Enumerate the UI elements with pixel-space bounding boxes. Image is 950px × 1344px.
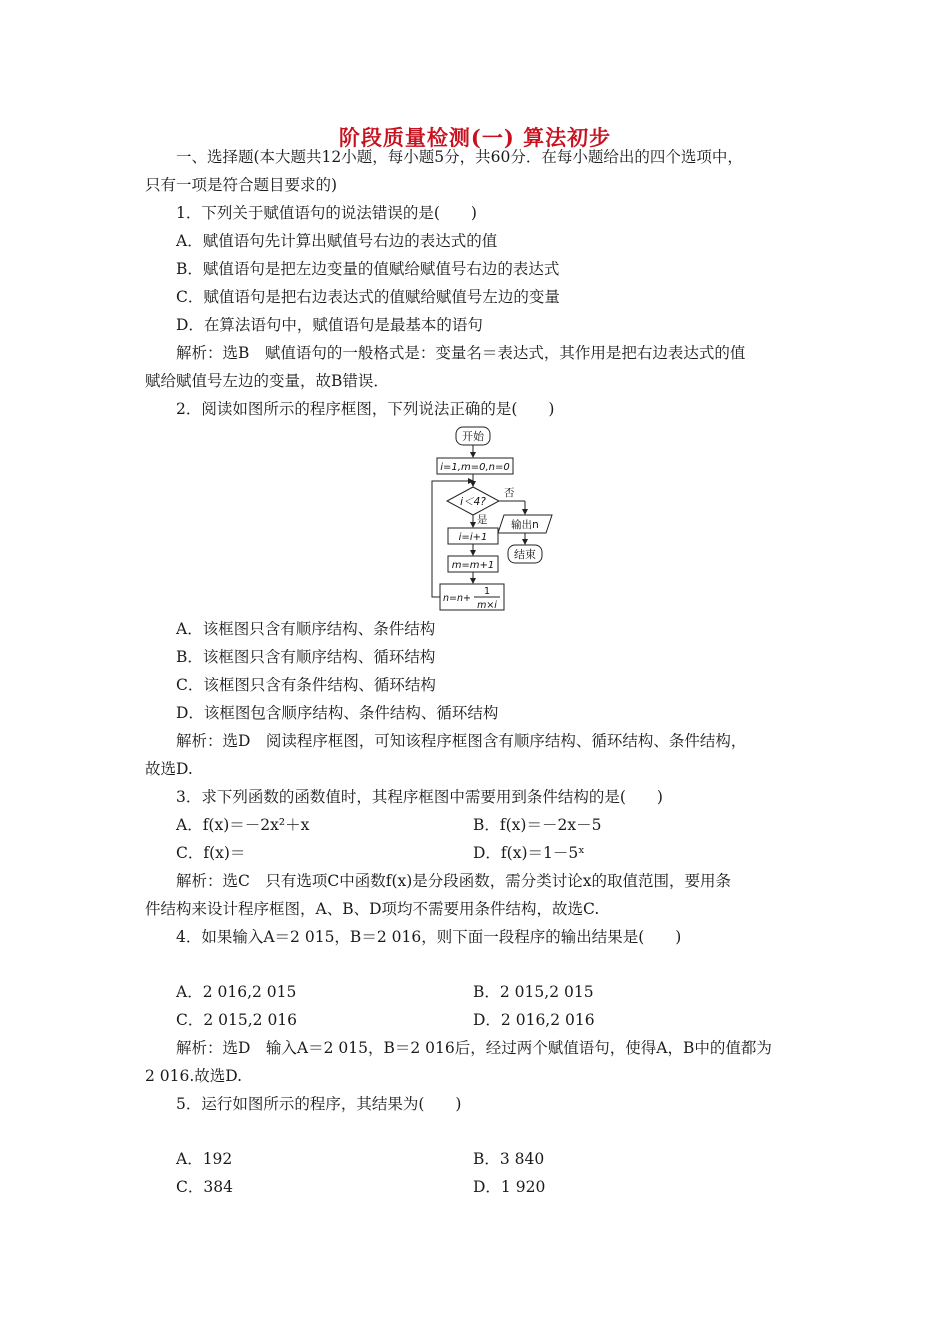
q4-option-c: C．2 015,2 016 xyxy=(176,1011,298,1029)
fc-step3-den: m×i xyxy=(477,600,497,611)
q3-analysis-line1: 解析：选C 只有选项C中函数f(x)是分段函数，需分类讨论x的取值范围，要用条 xyxy=(176,872,732,890)
q2-flowchart xyxy=(430,424,560,614)
q1-analysis-line1: 解析：选B 赋值语句的一般格式是：变量名＝表达式，其作用是把右边表达式的值 xyxy=(176,344,746,362)
q1-option-b: B．赋值语句是把左边变量的值赋给赋值号右边的表达式 xyxy=(176,260,560,278)
q1-stem: 1．下列关于赋值语句的说法错误的是( ) xyxy=(176,204,477,222)
q4-option-d: D．2 016,2 016 xyxy=(473,1011,595,1029)
q1-option-d: D．在算法语句中，赋值语句是最基本的语句 xyxy=(176,316,483,334)
q1-option-a: A．赋值语句先计算出赋值号右边的表达式的值 xyxy=(176,232,498,250)
q2-analysis-line2: 故选D. xyxy=(145,760,193,778)
q4-stem: 4．如果输入A＝2 015，B＝2 016，则下面一段程序的输出结果是( ) xyxy=(176,928,682,946)
fc-no-label: 否 xyxy=(504,487,515,499)
fc-start-label: 开始 xyxy=(462,430,484,443)
q5-stem: 5．运行如图所示的程序，其结果为( ) xyxy=(176,1095,462,1113)
page-title: 阶段质量检测(一) 算法初步 xyxy=(338,125,612,150)
section-intro-line2: 只有一项是符合题目要求的) xyxy=(145,176,338,194)
q3-option-a: A．f(x)＝－2x²＋x xyxy=(176,816,310,834)
q3-option-b: B．f(x)＝－2x－5 xyxy=(473,816,602,834)
q5-option-c: C．384 xyxy=(176,1178,233,1196)
fc-condition-label: i＜4? xyxy=(460,496,486,508)
fc-step2-label: m=m+1 xyxy=(451,560,495,571)
q2-option-a: A．该框图只含有顺序结构、条件结构 xyxy=(176,620,436,638)
fc-end-label: 结束 xyxy=(514,548,536,561)
q2-analysis-line1: 解析：选D 阅读程序框图，可知该程序框图含有顺序结构、循环结构、条件结构， xyxy=(176,732,747,750)
q2-option-c: C．该框图只含有条件结构、循环结构 xyxy=(176,676,436,694)
q5-option-a: A．192 xyxy=(176,1150,233,1168)
fc-output-label: 输出n xyxy=(511,519,539,531)
q2-stem: 2．阅读如图所示的程序框图，下列说法正确的是( ) xyxy=(176,400,555,418)
section-intro-line1: 一、选择题(本大题共12小题，每小题5分，共60分．在每小题给出的四个选项中， xyxy=(176,148,743,166)
q5-option-b: B．3 840 xyxy=(473,1150,545,1168)
q2-option-d: D．该框图包含顺序结构、条件结构、循环结构 xyxy=(176,704,499,722)
q3-analysis-line2: 件结构来设计程序框图，A、B、D项均不需要用条件结构，故选C. xyxy=(145,900,600,918)
fc-yes-label: 是 xyxy=(477,514,488,526)
q3-option-c: C．f(x)＝ xyxy=(176,844,246,862)
fc-init-label: i=1,m=0,n=0 xyxy=(440,462,510,473)
q4-analysis-line1: 解析：选D 输入A＝2 015，B＝2 016后，经过两个赋值语句，使得A，B中的值都为 xyxy=(176,1039,772,1057)
q3-option-d: D．f(x)＝1－5ˣ xyxy=(473,844,585,862)
q5-option-d: D．1 920 xyxy=(473,1178,546,1196)
q2-option-b: B．该框图只含有顺序结构、循环结构 xyxy=(176,648,436,666)
fc-step3-left: n=n+ xyxy=(443,593,471,604)
q1-analysis-line2: 赋给赋值号左边的变量，故B错误． xyxy=(145,372,389,390)
q3-stem: 3．求下列函数的函数值时，其程序框图中需要用到条件结构的是( ) xyxy=(176,788,663,806)
q1-option-c: C．赋值语句是把右边表达式的值赋给赋值号左边的变量 xyxy=(176,288,560,306)
fc-step1-label: i=i+1 xyxy=(458,532,488,543)
q4-analysis-line2: 2 016.故选D. xyxy=(145,1067,243,1085)
q4-option-a: A．2 016,2 015 xyxy=(176,983,297,1001)
fc-step3-num: 1 xyxy=(483,586,491,597)
q4-option-b: B．2 015,2 015 xyxy=(473,983,594,1001)
